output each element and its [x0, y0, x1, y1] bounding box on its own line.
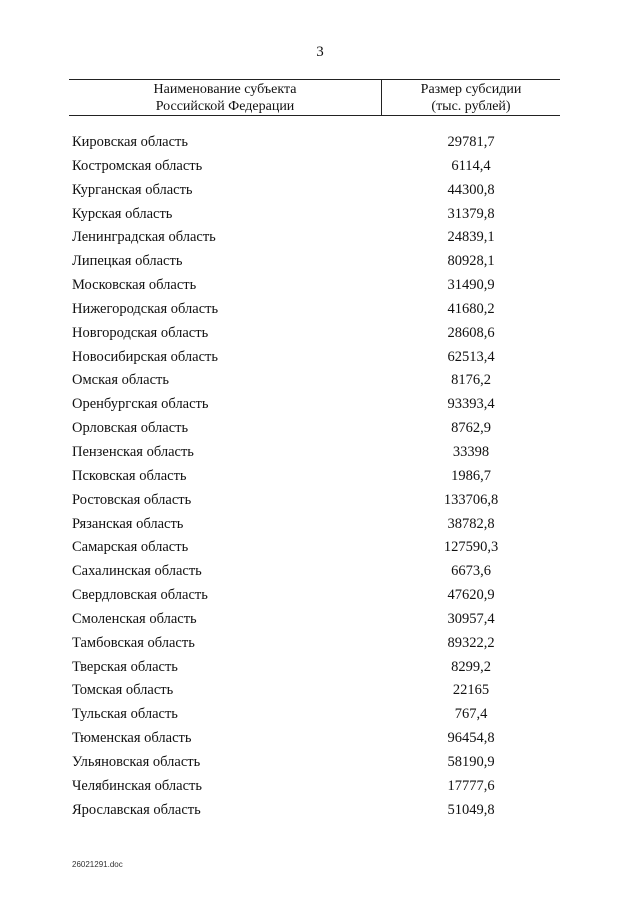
table-row: [72, 513, 560, 537]
subsidy-amount: 8176,2: [451, 372, 491, 389]
subsidy-amount: 58190,9: [447, 753, 495, 770]
region-name: Тюменская область: [72, 730, 192, 747]
region-name: Московская область: [72, 277, 197, 294]
header-region-name: [69, 80, 382, 115]
table-row: [72, 322, 560, 346]
region-name: Сахалинская область: [72, 563, 202, 580]
subsidy-amount: 38782,8: [447, 515, 495, 532]
header-subsidy-amount: [382, 80, 560, 115]
subsidy-amount: 80928,1: [447, 253, 495, 270]
subsidy-amount: 22165: [452, 682, 490, 699]
table-row: [72, 465, 560, 489]
subsidy-amount: 33398: [452, 443, 490, 460]
table-row: [72, 727, 560, 751]
table-row: [72, 369, 560, 393]
table-row: [72, 298, 560, 322]
table-row: [72, 799, 560, 823]
table-row: [72, 536, 560, 560]
region-name: Костромская область: [72, 157, 203, 174]
region-name: Курганская область: [72, 181, 193, 198]
region-name: Орловская область: [72, 420, 189, 437]
subsidy-amount: 24839,1: [447, 229, 495, 246]
table-row: [72, 584, 560, 608]
header-region-name-line-1: Наименование субъекта: [153, 82, 297, 97]
region-name: Свердловская область: [72, 587, 208, 604]
table-row: [72, 489, 560, 513]
table-row: [72, 346, 560, 370]
table-body: [72, 131, 560, 822]
header-region-name-line-2: Российской Федерации: [155, 99, 295, 114]
region-name: Рязанская область: [72, 515, 184, 532]
table-row: [72, 679, 560, 703]
subsidy-amount: 31379,8: [447, 205, 495, 222]
subsidy-amount: 62513,4: [447, 348, 495, 365]
region-name: Ульяновская область: [72, 753, 201, 770]
table-row: [72, 632, 560, 656]
page-number: 3: [316, 44, 324, 60]
region-name: Курская область: [72, 205, 173, 222]
table-row: [72, 441, 560, 465]
region-name: Оренбургская область: [72, 396, 209, 413]
region-name: Новосибирская область: [72, 348, 218, 365]
region-name: Псковская область: [72, 467, 187, 484]
table-row: [72, 226, 560, 250]
subsidy-amount: 133706,8: [443, 491, 499, 508]
table-row: [72, 203, 560, 227]
document-code: 26021291.doc: [72, 860, 123, 869]
region-name: Томская область: [72, 682, 174, 699]
subsidy-amount: 30957,4: [447, 610, 495, 627]
subsidy-amount: 127590,3: [443, 539, 499, 556]
region-name: Тамбовская область: [72, 634, 195, 651]
region-name: Новгородская область: [72, 324, 209, 341]
region-name: Смоленская область: [72, 610, 197, 627]
subsidy-amount: 51049,8: [447, 801, 495, 818]
table-row: [72, 560, 560, 584]
subsidy-amount: 8299,2: [451, 658, 491, 675]
table-row: [72, 656, 560, 680]
region-name: Ярославская область: [72, 801, 201, 818]
subsidy-amount: 31490,9: [447, 277, 495, 294]
subsidy-amount: 1986,7: [451, 467, 491, 484]
subsidy-amount: 41680,2: [447, 300, 495, 317]
table-row: [72, 703, 560, 727]
table-row: [72, 775, 560, 799]
subsidy-amount: 96454,8: [447, 730, 495, 747]
region-name: Челябинская область: [72, 777, 202, 794]
region-name: Тульская область: [72, 706, 178, 723]
region-name: Самарская область: [72, 539, 189, 556]
header-subsidy-amount-line-1: Размер субсидии: [420, 82, 522, 97]
subsidy-amount: 17777,6: [447, 777, 495, 794]
table-row: [72, 131, 560, 155]
region-name: Пензенская область: [72, 443, 194, 460]
subsidy-amount: 6114,4: [451, 157, 491, 174]
header-subsidy-amount-line-2: (тыс. рублей): [431, 99, 511, 114]
table-row: [72, 179, 560, 203]
table-row: [72, 393, 560, 417]
subsidy-amount: 47620,9: [447, 587, 495, 604]
subsidy-amount: 6673,6: [451, 563, 491, 580]
table-header: [69, 79, 560, 116]
subsidy-amount: 29781,7: [447, 134, 495, 150]
table-row: [72, 751, 560, 775]
table-row: [72, 417, 560, 441]
region-name: Кировская область: [72, 134, 189, 150]
subsidy-amount: 89322,2: [447, 634, 495, 651]
table-row: [72, 250, 560, 274]
region-name: Омская область: [72, 372, 169, 389]
table-row: [72, 274, 560, 298]
subsidy-amount: 767,4: [454, 706, 488, 723]
region-name: Тверская область: [72, 658, 178, 675]
region-name: Липецкая область: [72, 253, 183, 270]
table-row: [72, 155, 560, 179]
subsidy-amount: 8762,9: [451, 420, 491, 437]
subsidy-amount: 44300,8: [447, 181, 495, 198]
table-row: [72, 608, 560, 632]
region-name: Ленинградская область: [72, 229, 216, 246]
region-name: Ростовская область: [72, 491, 192, 508]
subsidy-amount: 28608,6: [447, 324, 495, 341]
subsidy-amount: 93393,4: [447, 396, 495, 413]
region-name: Нижегородская область: [72, 300, 219, 317]
